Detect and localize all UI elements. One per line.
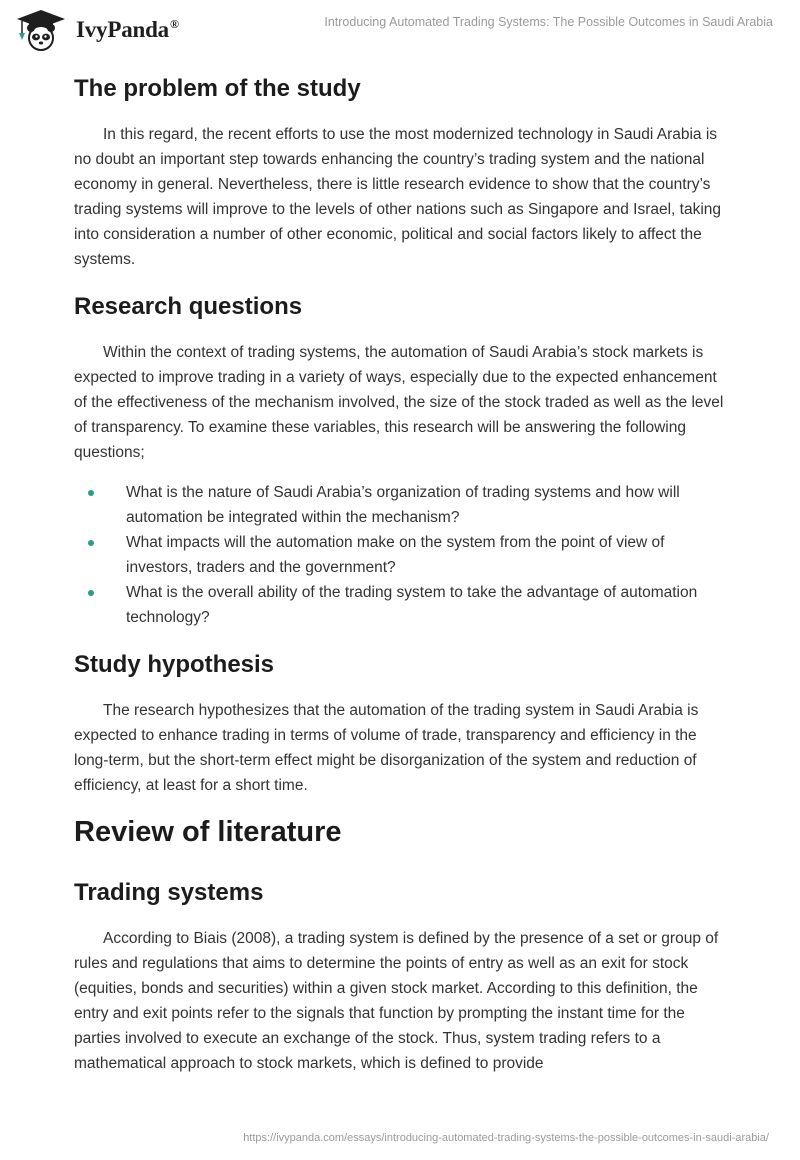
list-item: What is the overall ability of the trading system to take the advantage of automation technology?: [74, 580, 734, 630]
list-item: What is the nature of Saudi Arabia’s organization of trading systems and how will automation be integrated within the mechanism?: [74, 480, 734, 530]
document-title: Introducing Automated Trading Systems: The Possible Outcomes in Saudi Arabia: [324, 15, 773, 29]
bullet-icon: [88, 490, 94, 496]
brand-name: IvyPanda®: [76, 17, 179, 42]
bullet-icon: [88, 540, 94, 546]
heading-trading-systems: Trading systems: [74, 879, 264, 906]
logo[interactable]: [14, 9, 179, 51]
paragraph-research-questions: Within the context of trading systems, the automation of Saudi Arabia’s stock markets is expected to improve trading in a variety of ways, especially due to the expected enhancement of the effectiveness of the mechanism involved, the size of the stock traded as well as the level of transparency. To examine these variables, this research will be answering the following questions;: [74, 344, 724, 461]
panda-graduate-icon: [14, 9, 68, 51]
page-header: [0, 0, 800, 62]
heading-problem: The problem of the study: [74, 75, 361, 102]
paragraph-problem: In this regard, the recent efforts to use the most modernized technology in Saudi Arabia is no doubt an important step towards enhancing the country’s trading system and the national economy in general. Nevertheless, there is little research evidence to show that the country’s trading systems will improve to the levels of other nations such as Singapore and Israel, taking into consideration a number of other economic, political and social factors likely to affect the systems.: [74, 126, 722, 268]
paragraph-trading-systems: According to Biais (2008), a trading system is defined by the presence of a set or group of rules and regulations that aims to determine the points of entry as well as an exit for stock (equities, bonds and securities) within a given stock market. According to this definition, the entry and exit points refer to the signals that function by prompting the instant time for the parties involved to execute an exchange of the stock. Thus, system trading refers to a mathematical approach to stock markets, which is defined to provide: [74, 930, 719, 1072]
paragraph-hypothesis: The research hypothesizes that the automation of the trading system in Saudi Arabia is expected to enhance trading in terms of volume of trade, transparency and efficiency in the long-term, but the short-term effect might be disorganization of the system and reduction of efficiency, at least for a short time.: [74, 702, 699, 794]
heading-review-of-literature: Review of literature: [74, 816, 342, 848]
source-url[interactable]: https://ivypanda.com/essays/introducing-automated-trading-systems-the-possible-outcomes-in-saudi-arabia/: [243, 1132, 769, 1144]
heading-research-questions: Research questions: [74, 293, 303, 320]
research-questions-list: [74, 480, 734, 630]
bullet-icon: [88, 590, 94, 596]
list-item: What impacts will the automation make on the system from the point of view of investors, traders and the government?: [74, 530, 734, 580]
heading-study-hypothesis: Study hypothesis: [74, 651, 275, 678]
